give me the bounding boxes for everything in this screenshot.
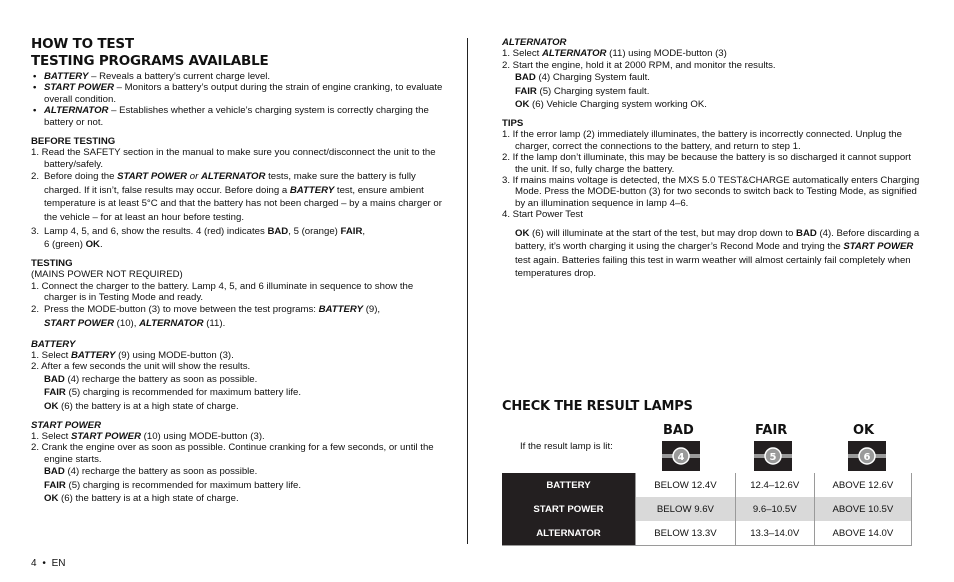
left-column xyxy=(31,0,443,506)
table-cell: BELOW 13.3V xyxy=(636,521,736,546)
table-cell: BELOW 12.4V xyxy=(636,473,736,497)
page-footer xyxy=(31,558,66,569)
result-lamps-table xyxy=(502,473,912,546)
language-code: EN xyxy=(51,558,66,569)
column-divider xyxy=(467,38,468,544)
testing-list xyxy=(31,269,443,330)
page-title xyxy=(31,36,443,70)
result-ok: OK (6) the battery is at a high state of charge. xyxy=(44,493,239,505)
alternator-list xyxy=(502,48,922,112)
result-fair: FAIR (5) Charging system fault. xyxy=(515,85,650,97)
result-fair: FAIR (5) charging is recommended for maximum battery life. xyxy=(44,387,301,399)
list-item: 1. Select START POWER (10) using MODE-button (3). xyxy=(31,431,265,443)
battery-heading: BATTERY xyxy=(31,338,76,350)
list-item: 3. Lamp 4, 5, and 6, show the results. 4 (red) indicates BAD, 5 (orange) FAIR, 6 (green) OK. xyxy=(31,225,366,251)
table-cell: 12.4–12.6V xyxy=(735,473,814,497)
row-label-alternator: ALTERNATOR xyxy=(502,521,636,546)
result-fair: FAIR (5) charging is recommended for maximum battery life. xyxy=(44,479,301,491)
list-item: 2. If the lamp don’t illuminate, this may be because the battery is so discharged it cannot support the unit. If so, fully charge the battery. xyxy=(502,152,912,175)
result-bad: BAD (4) Charging System fault. xyxy=(515,72,650,84)
table-cell: ABOVE 14.0V xyxy=(814,521,911,546)
right-column xyxy=(502,0,922,281)
table-cell: 13.3–14.0V xyxy=(735,521,814,546)
if-lit-label: If the result lamp is lit: xyxy=(520,441,613,452)
lamp-label-fair: FAIR xyxy=(755,423,788,438)
list-item: 2. Press the MODE-button (3) to move between the test programs: BATTERY (9), START POWER (10), ALTERNATOR (11). xyxy=(31,304,381,330)
list-item: 1. Select ALTERNATOR (11) using MODE-button (3) xyxy=(502,48,727,60)
bullet-battery: • BATTERY – Reveals a battery’s current charge level. xyxy=(33,71,271,82)
bullet-alternator: • ALTERNATOR – Establishes whether a vehicle’s charging system is correctly charging the battery or not. xyxy=(33,105,429,128)
title-line-2: TESTING PROGRAMS AVAILABLE xyxy=(31,53,269,69)
list-item: 1. Select BATTERY (9) using MODE-button (3). xyxy=(31,350,234,362)
footer-separator: • xyxy=(42,558,46,569)
before-testing-list xyxy=(31,147,443,251)
result-bad: BAD (4) recharge the battery as soon as possible. xyxy=(44,466,258,478)
before-testing-heading: BEFORE TESTING xyxy=(31,136,116,148)
lamp-4-icon xyxy=(662,441,700,471)
list-item: 2. Crank the engine over as soon as possible. Continue cranking for a few seconds, or until the engine starts. xyxy=(31,442,434,465)
tips-list xyxy=(502,129,922,281)
alternator-heading: ALTERNATOR xyxy=(502,37,567,48)
list-item: 1. Connect the charger to the battery. Lamp 4, 5, and 6 illuminate in sequence to show the charger is in Testing Mode and ready. xyxy=(31,280,414,304)
result-bad: BAD (4) recharge the battery as soon as possible. xyxy=(44,373,258,385)
table-cell: BELOW 9.6V xyxy=(636,497,736,521)
result-ok: OK (6) Vehicle Charging system working OK. xyxy=(515,99,707,111)
table-row xyxy=(502,521,912,546)
lamp-6-icon xyxy=(848,441,886,471)
list-item: 3. If mains mains voltage is detected, the MXS 5.0 TEST&CHARGE automatically enters Charging Mode. Press the MODE-button (3) for two seconds to switch back to Testing Mode, as signified by an illumination sequence in lamp 4–6. xyxy=(502,175,920,209)
table-cell: ABOVE 10.5V xyxy=(814,497,911,521)
list-item: 2. Before doing the START POWER or ALTERNATOR tests, make sure the battery is fully charged. If it isn’t, false results may occur. Before doing a BATTERY test, ensure ambient temperature is at least 5°C and that the battery has not been charged – by a mains charger or the vehicle – for at least an hour before testing. xyxy=(31,171,442,224)
testing-heading: TESTING xyxy=(31,257,73,269)
bullet-start-power: • START POWER – Monitors a battery’s output during the strain of engine cranking, to evaluate overall condition. xyxy=(33,82,443,105)
list-item: 2. Start the engine, hold it at 2000 RPM, and monitor the results. xyxy=(502,59,776,71)
list-item: 1. Read the SAFETY section in the manual to make sure you connect/disconnect the unit to the battery/safely. xyxy=(31,147,436,170)
result-ok: OK (6) the battery is at a high state of charge. xyxy=(44,401,239,413)
tips-heading: TIPS xyxy=(502,118,524,129)
table-row xyxy=(502,473,912,497)
start-power-list xyxy=(31,431,443,506)
list-item: 2. After a few seconds the unit will show the results. xyxy=(31,361,251,373)
list-item: 4. Start Power Test xyxy=(502,209,583,221)
table-row xyxy=(502,497,912,521)
lamp-label-ok: OK xyxy=(853,423,875,438)
check-lamps-heading: CHECK THE RESULT LAMPS xyxy=(502,399,693,414)
battery-list xyxy=(31,350,443,414)
lamp-5-icon xyxy=(754,441,792,471)
title-line-1: HOW TO TEST xyxy=(31,36,134,52)
program-bullets xyxy=(31,71,443,128)
list-item: 1. If the error lamp (2) immediately illuminates, the battery is incorrectly connected. Unplug the charger, correct the connections to the battery, and return to step 1. xyxy=(502,129,902,152)
row-label-start-power: START POWER xyxy=(502,497,636,521)
page-number: 4 xyxy=(31,558,37,569)
table-cell: ABOVE 12.6V xyxy=(814,473,911,497)
svg-text:6: 6 xyxy=(863,452,871,463)
testing-subheading: (MAINS POWER NOT REQUIRED) xyxy=(31,269,183,281)
svg-text:4: 4 xyxy=(677,452,685,463)
table-cell: 9.6–10.5V xyxy=(735,497,814,521)
start-power-heading: START POWER xyxy=(31,419,101,431)
svg-text:5: 5 xyxy=(769,452,777,463)
lamp-label-bad: BAD xyxy=(663,423,694,438)
row-label-battery: BATTERY xyxy=(502,473,636,497)
start-power-tip: OK (6) will illuminate at the start of the test, but may drop down to BAD (4). Before discarding a battery, it’s worth charging it using the charger’s Recond Mode and trying the START POWER test again. Batteries failing this test in warm weather will almost certainly fail completely when temperatures drop. xyxy=(515,227,920,280)
